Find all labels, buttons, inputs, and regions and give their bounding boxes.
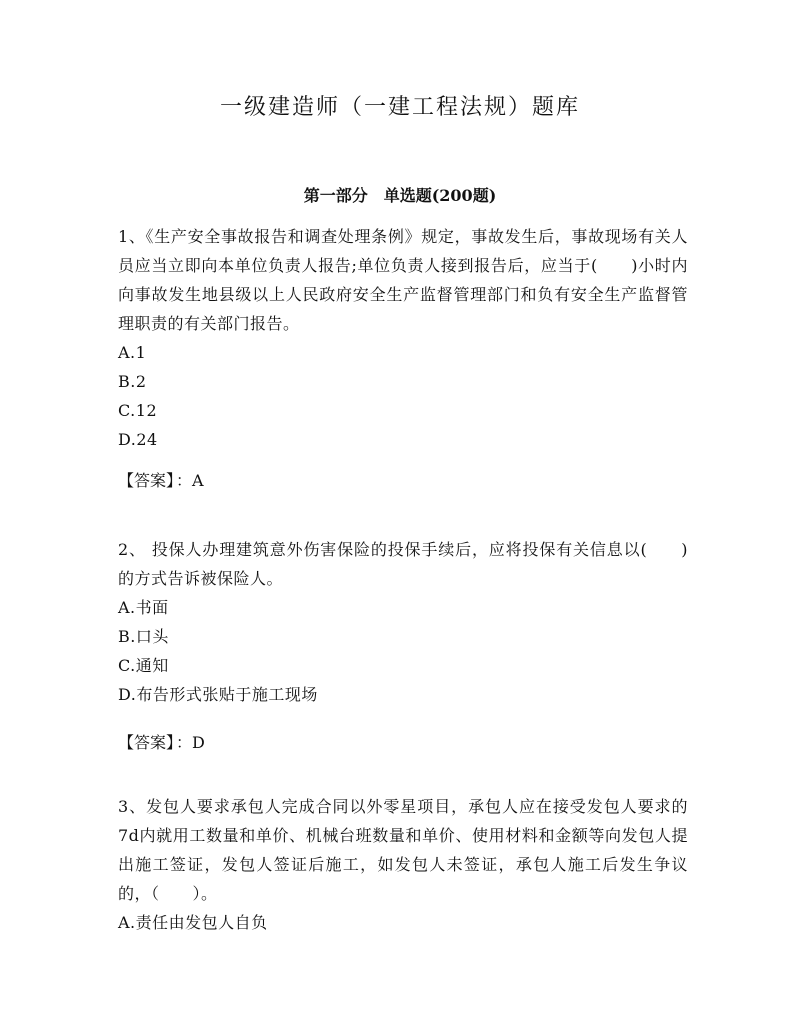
question-1-option-b: B.2 (118, 372, 147, 391)
question-2-option-d: D.布告形式张贴于施工现场 (118, 685, 318, 704)
question-2-option-b: B.口头 (118, 627, 169, 646)
answer-separator: ： (176, 733, 193, 752)
question-2-stem: 2、 投保人办理建筑意外伤害保险的投保手续后，应将投保有关信息以( )的方式告诉被保险人。 (118, 540, 688, 588)
answer-label: 【答案】 (118, 471, 175, 490)
question-2-answer (118, 728, 205, 757)
question-3-option-a: A.责任由发包人自负 (118, 913, 268, 932)
document-title: 一级建造师（一建工程法规）题库 (219, 95, 580, 120)
question-1-answer (118, 466, 204, 495)
question-3 (118, 792, 688, 937)
question-1 (118, 222, 688, 454)
answer-separator: ： (176, 471, 193, 490)
answer-value: D (192, 733, 205, 752)
question-2-option-c: C.通知 (118, 656, 169, 675)
question-3-stem: 3、发包人要求承包人完成合同以外零星项目，承包人应在接受发包人要求的7d内就用工数量和单价、机械台班数量和单价、使用材料和金额等向发包人提出施工签证，发包人签证后施工，如发包人未签证，承包人施工后发生争议的，（ ）。 (118, 797, 688, 903)
answer-value: A (192, 471, 204, 490)
question-1-option-a: A.1 (118, 343, 147, 362)
question-1-stem: 1、《生产安全事故报告和调查处理条例》规定，事故发生后，事故现场有关人员应当立即向本单位负责人报告;单位负责人接到报告后，应当于( )小时内向事故发生地县级以上人民政府安全生产监督管理部门和负有安全生产监督管理职责的有关部门报告。 (118, 227, 688, 333)
answer-label: 【答案】 (118, 733, 175, 752)
question-1-option-c: C.12 (118, 401, 158, 420)
question-2-option-a: A.书面 (118, 598, 169, 617)
question-1-option-d: D.24 (118, 430, 158, 449)
section-title: 第一部分 单选题(200题) (303, 186, 497, 205)
question-2 (118, 535, 688, 709)
